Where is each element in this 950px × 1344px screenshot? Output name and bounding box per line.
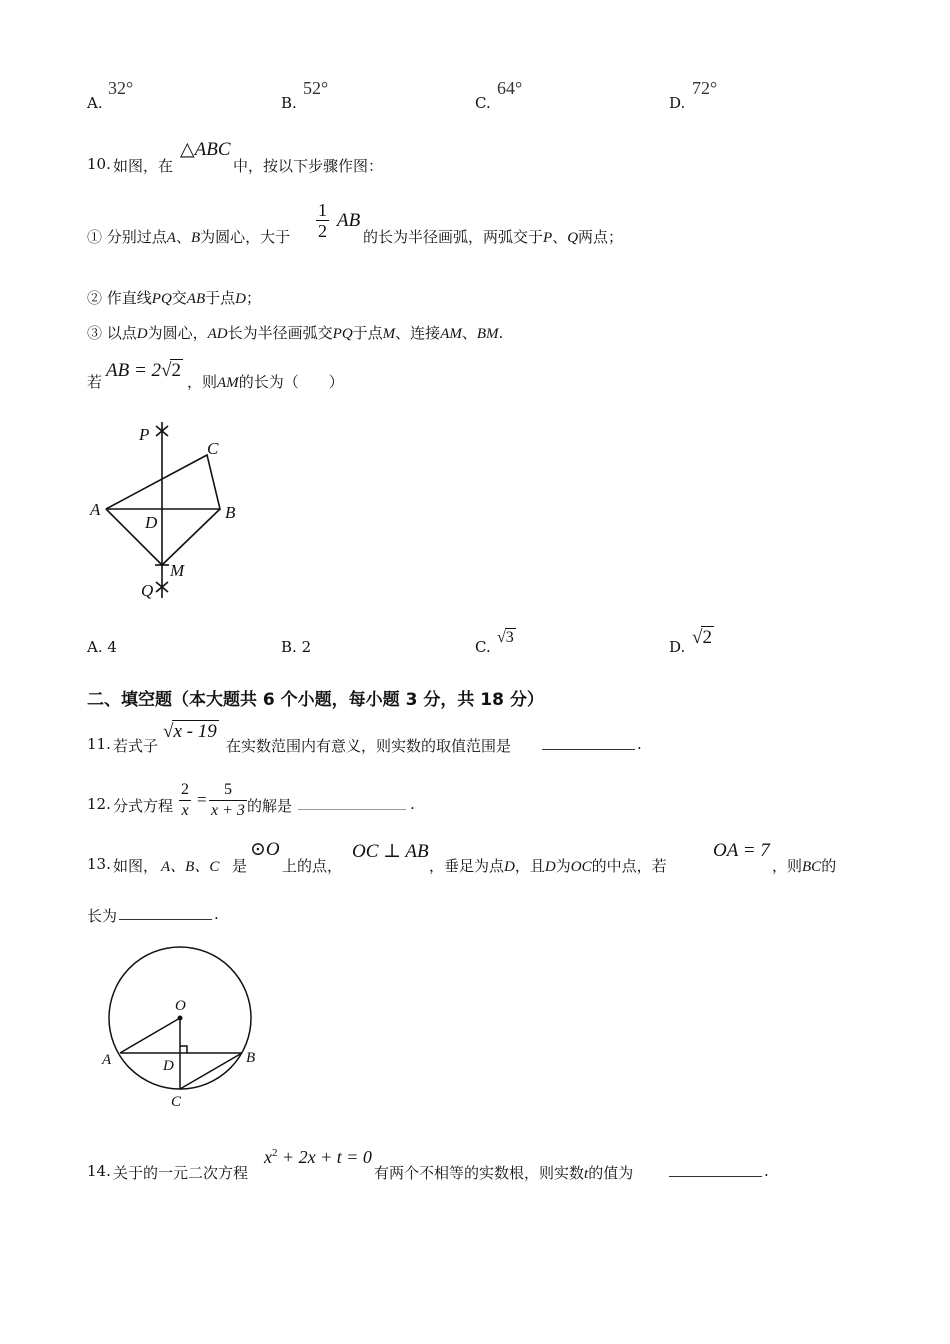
q13-end: . [214, 905, 219, 923]
q9-option-d-value: 72° [692, 78, 718, 98]
q12-fraction-right: $\frac{5}{x + 3}$ [211, 781, 245, 819]
q11-end: . [637, 735, 642, 753]
q10-figure [85, 418, 245, 608]
q13-label-b: B [246, 1050, 256, 1066]
q12-text-a: 分式方程 [113, 797, 174, 815]
q13-number: 13. [87, 855, 111, 873]
q9-option-b-value: 52° [303, 78, 329, 98]
q10-label-a: A [90, 500, 101, 519]
q14-number: 14. [87, 1162, 111, 1180]
q13-circle-o: ⊙O [250, 839, 280, 860]
q14-equation: $x^2 + 2x + t = 0$ [264, 1147, 372, 1167]
q13-text-a: 如图， [113, 857, 159, 875]
q12-end: . [410, 795, 415, 813]
q9-option-c-value: 64° [497, 78, 523, 98]
q14-text-b: 有两个不相等的实数根，则实数t的值为 [374, 1164, 634, 1182]
q13-right-angle-mark [180, 1046, 187, 1053]
q14-answer-blank[interactable] [669, 1162, 762, 1177]
q9-option-c-letter: C. [475, 94, 491, 112]
q13-points: A、B、C [161, 859, 220, 875]
q14-end: . [764, 1162, 769, 1180]
q10-triangle: △ABC [180, 139, 231, 160]
q11-answer-blank[interactable] [542, 735, 635, 750]
q10-step1-rest: 的长为半径画弧，两弧交于P、Q两点； [363, 228, 624, 246]
q10-option-c-letter: C. [475, 638, 491, 656]
q11-radical: √x - 19 [163, 721, 217, 742]
q13-perpendicular: OC ⊥ AB [352, 841, 429, 862]
q9-option-d-letter: D. [669, 94, 686, 112]
q10-option-b: B. 2 [281, 638, 312, 656]
q10-triangle-abc [106, 455, 220, 509]
q13-center-dot [178, 1016, 183, 1021]
q13-answer-blank[interactable] [119, 905, 212, 920]
q13-oa-value: OA = 7 [713, 840, 770, 861]
q12-answer-blank[interactable] [298, 795, 406, 810]
q10-step1: ① 分别过点A、B为圆心，大于 [87, 228, 291, 246]
q13-label-a: A [102, 1052, 112, 1068]
q12-equals: = [197, 790, 207, 809]
q10-label-m: M [170, 561, 185, 580]
q11-number: 11. [87, 735, 111, 753]
q11-text-a: 若式子 [113, 737, 159, 755]
q10-cond-rest: ，则AM的长为（ ） [187, 373, 344, 391]
q12-text-b: 的解是 [247, 797, 293, 815]
q12-fraction-left: $\frac{2}{x}$ [181, 781, 189, 819]
q9-option-b-letter: B. [281, 94, 297, 112]
q13-text-h: ，则BC的 [772, 857, 837, 875]
q14-text-a: 关于的一元二次方程 [113, 1164, 249, 1182]
q10-option-c-value: √3 [497, 629, 514, 646]
q10-intro-a: 如图，在 [113, 157, 174, 175]
q10-intro-b: 中，按以下步骤作图： [233, 157, 384, 175]
q13-text-c: 上的点， [282, 857, 343, 875]
q9-option-a-value: 32° [108, 78, 134, 98]
q10-option-a: A. 4 [87, 638, 117, 656]
q13-segment-oa [120, 1018, 180, 1053]
q10-option-d-letter: D. [669, 638, 686, 656]
q10-label-q: Q [141, 581, 154, 600]
q9-option-a-letter: A. [87, 94, 103, 112]
q10-step1-ab: AB [337, 210, 361, 231]
q13-text-d: ，垂足为点D，且D为OC的中点，若 [429, 857, 667, 875]
section-2-heading: 二、填空题（本大题共 6 个小题，每小题 3 分，共 18 分） [87, 690, 544, 710]
q10-segment-bm [162, 509, 220, 565]
q10-step2: ② 作直线PQ交AB于点D； [87, 289, 261, 307]
q13-line2: 长为 [87, 907, 118, 925]
q10-cond-equation: AB = 2√2 [106, 360, 181, 381]
q13-label-c: C [171, 1094, 182, 1110]
q13-segment-bc [180, 1053, 242, 1089]
q12-number: 12. [87, 795, 111, 813]
q13-label-o: O [175, 998, 186, 1014]
q10-half-fraction: $\frac{1}{2}$ [318, 200, 327, 241]
q13-text-b: 是 [232, 857, 248, 875]
q11-text-b: 在实数范围内有意义，则实数的取值范围是 [226, 737, 512, 755]
q10-step3: ③ 以点D为圆心，AD长为半径画弧交PQ于点M、连接AM、BM. [87, 324, 504, 342]
q10-label-d: D [145, 513, 158, 532]
q10-number: 10. [87, 155, 111, 173]
q10-label-c: C [207, 439, 219, 458]
q10-label-p: P [139, 425, 150, 444]
q13-label-d: D [163, 1058, 174, 1074]
q10-label-b: B [225, 503, 236, 522]
q10-cond-a: 若 [87, 373, 103, 391]
q10-option-d-value: √2 [692, 627, 712, 648]
q13-figure [98, 940, 268, 1110]
